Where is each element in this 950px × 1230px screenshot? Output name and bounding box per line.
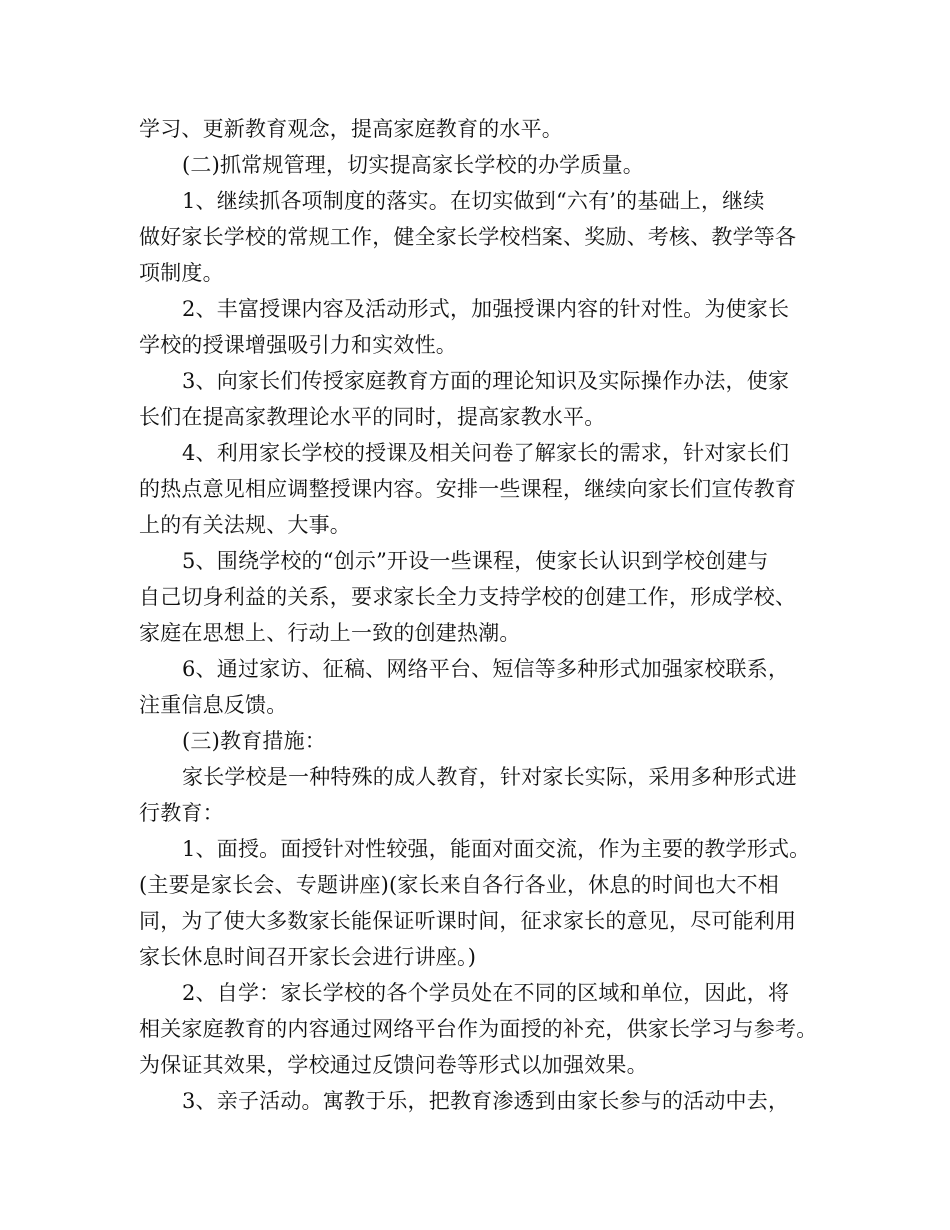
text-line: 家庭在思想上、行动上一致的创建热潮。 (139, 621, 521, 645)
text-line: 注重信息反馈。 (139, 693, 288, 717)
text-line: 为保证其效果，学校通过反馈问卷等形式以加强效果。 (139, 1053, 648, 1077)
section-heading: (二)抓常规管理，切实提高家长学校的办学质量。 (182, 153, 644, 177)
text-line: 6、通过家访、征稿、网络平台、短信等多种形式加强家校联系， (182, 657, 790, 681)
text-line: 做好家长学校的常规工作，健全家长学校档案、奖励、考核、教学等各 (139, 225, 797, 249)
text-line: 家长休息时间召开家长会进行讲座。) (139, 945, 477, 969)
text-line: 自己切身利益的关系，要求家长全力支持学校的创建工作，形成学校、 (139, 585, 797, 609)
text-line: 3、亲子活动。寓教于乐，把教育渗透到由家长参与的活动中去， (182, 1089, 790, 1113)
section-heading: (三)教育措施： (182, 729, 326, 753)
text-line: (主要是家长会、专题讲座)(家长来自各行各业，休息的时间也大不相 (139, 873, 779, 897)
text-line: 2、丰富授课内容及活动形式，加强授课内容的针对性。为使家长 (182, 297, 790, 321)
text-line: 5、围绕学校的“创示”开设一些课程，使家长认识到学校创建与 (182, 549, 769, 573)
text-line: 1、面授。面授针对性较强，能面对面交流，作为主要的教学形式。 (182, 837, 811, 861)
text-line: 行教育： (139, 801, 224, 825)
text-line: 的热点意见相应调整授课内容。安排一些课程，继续向家长们宣传教育 (139, 477, 797, 501)
text-line: 长们在提高家教理论水平的同时，提高家教水平。 (139, 405, 606, 429)
text-line: 上的有关法规、大事。 (139, 513, 351, 537)
text-line: 相关家庭教育的内容通过网络平台作为面授的补充，供家长学习与参考。 (139, 1017, 818, 1041)
text-line: 项制度。 (139, 261, 224, 285)
text-line: 1、继续抓各项制度的落实。在切实做到“六有’的基础上，继续 (182, 189, 765, 213)
text-line: 家长学校是一种特殊的成人教育，针对家长实际，采用多种形式进 (182, 765, 797, 789)
text-line: 学校的授课增强吸引力和实效性。 (139, 333, 457, 357)
text-line: 2、自学：家长学校的各个学员处在不同的区域和单位，因此，将 (182, 981, 790, 1005)
text-line: 同，为了使大多数家长能保证听课时间，征求家长的意见，尽可能利用 (139, 909, 797, 933)
text-line: 学习、更新教育观念，提高家庭教育的水平。 (139, 117, 563, 141)
text-line: 4、利用家长学校的授课及相关问卷了解家长的需求，针对家长们 (182, 441, 790, 465)
text-line: 3、向家长们传授家庭教育方面的理论知识及实际操作办法，使家 (182, 369, 790, 393)
